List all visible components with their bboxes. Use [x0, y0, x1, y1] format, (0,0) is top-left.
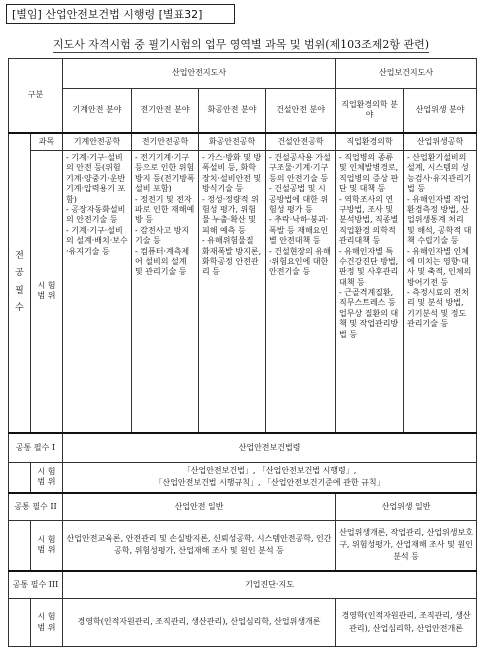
subject-row-label: 과목	[31, 133, 63, 151]
scope-item: - 유해인자별 작업환경측정 방법, 산업위생통계 처리 및 해석, 공학적 대책 수립기술 등	[407, 194, 472, 246]
subject-cell: 건설안전공학	[266, 133, 336, 151]
document-title	[0, 36, 482, 52]
scope-item: - 가스·방화 및 방폭설비 등, 화학장치·설비안전 및 방식기술 등	[202, 153, 262, 194]
subject-cell: 직업환경의학	[336, 133, 404, 151]
common3-subject: 기업진단·지도	[63, 571, 477, 599]
field-header: 화공안전 분야	[199, 89, 266, 133]
common1-scope-line: 「산업안전보건법」, 「산업안전보건법 시행령」,	[182, 465, 357, 475]
field-header: 직업환경의학 분야	[336, 89, 404, 133]
common3-scope-label: 시 험 범 위	[31, 599, 63, 647]
field-header: 건설안전 분야	[266, 89, 336, 133]
common2-health-subject: 산업위생 일반	[336, 493, 477, 521]
scope-item: - 감전사고 방지기술 등	[135, 225, 190, 246]
common3-health-scope: 경영학(인적자원관리, 조직관리, 생산관리), 산업심리학, 산업안전개론	[336, 599, 477, 647]
common1-scope-label: 시 험 범 위	[31, 463, 63, 493]
section-required-label: 전 공 필 수	[9, 133, 31, 433]
scope-cell	[336, 151, 404, 433]
group-safety-header: 산업안전지도사	[63, 59, 336, 89]
common3-safety-scope: 경영학(인적자원관리, 조직관리, 생산관리), 산업심리학, 산업위생개론	[63, 599, 336, 647]
scope-item: - 측정시료의 전처리 및 분석 방법, 기기분석 및 정도관리기술 등	[407, 288, 469, 329]
scope-item: - 건설공법 및 시공방법에 대한 위험성 평가 등	[269, 184, 329, 214]
spacer-cell	[9, 463, 31, 493]
scope-row-label: 시 험 범 위	[31, 151, 63, 433]
scope-item: - 정성·정량적 위험성 평가, 위험물 누출·확산 및 피해 예측 등	[202, 194, 259, 235]
scope-item: - 기계·기구·설비의 안전 등(위험기계·양중기·운반기계·압력용기 포함)	[66, 153, 126, 204]
subject-cell: 화공안전공학	[199, 133, 266, 151]
subject-cell: 전기안전공학	[132, 133, 199, 151]
subject-cell: 산업위생공학	[404, 133, 477, 151]
scope-cell	[404, 151, 477, 433]
scope-item: - 역학조사의 연구방법, 조사 및 분석방법, 직종별 직업환경 의학적 관리대책 등	[339, 194, 399, 246]
document-title-text: 지도사 자격시험 중 필기시험의 업무 영역별 과목 및 범위(제103조제2항 관련)	[52, 38, 430, 51]
scope-item: - 유해위험물질 화재폭발 방지론, 화학공정 안전관리 등	[202, 236, 262, 277]
scope-item: - 컴퓨터·계측제어 설비의 설계 및 관리기술 등	[135, 246, 190, 277]
scope-item: - 직업병의 종류 및 인체발병경로, 직업병의 증상 판단 및 대책 등	[339, 153, 399, 194]
group-health-header: 산업보건지도사	[336, 59, 477, 89]
scope-cell	[266, 151, 336, 433]
appendix-label-text: [별임] 산업안전보건법 시행령 [별표32]	[12, 8, 203, 21]
common2-scope-label: 시 험 범 위	[31, 521, 63, 571]
scope-cell	[132, 151, 199, 433]
scope-item: - 건설공사용 가설구조물·기계·기구 등의 안전기술 등	[269, 153, 331, 183]
scope-item: - 유해인자별 인체에 미치는 영향·대사 및 축적, 인체의 방어기전 등	[407, 246, 472, 287]
common2-label: 공통 필수 II	[9, 493, 63, 521]
scope-item: - 공장자동화설비의 안전기술 등	[66, 204, 126, 225]
common3-label: 공통 필수 III	[9, 571, 63, 599]
common2-safety-scope: 산업안전교육론, 안전관리 및 손실방지론, 신뢰성공학, 시스템안전공학, 인간공학, 위험성평가, 산업재해 조사 및 원인 분석 등	[63, 521, 336, 571]
scope-item: - 전기기계·기구 등으로 인한 위험 방지 등(전기방폭설비 포함)	[135, 153, 195, 194]
spacer-cell	[9, 599, 31, 647]
corner-header: 구분	[9, 59, 63, 133]
common2-health-scope: 산업위생개론, 작업관리, 산업위생보호구, 위험성평가, 산업재해 조사 및 원인 분석 등	[336, 521, 477, 571]
common1-subject: 산업안전보건법령	[63, 433, 477, 463]
scope-item: - 기계·기구·설비의 설계·배치·보수·유지기술 등	[66, 225, 128, 256]
common1-label: 공통 필수 I	[9, 433, 63, 463]
common1-scope-line: 「산업안전보건법 시행규칙」, 「산업안전보건기준에 관한 규칙」	[154, 478, 385, 488]
scope-item: - 추락·낙하·붕괴·폭발 등 재해요인별 안전대책 등	[269, 215, 329, 246]
exam-subject-table	[8, 58, 477, 647]
subject-cell: 기계안전공학	[63, 133, 132, 151]
scope-item: - 정전기 및 전자파로 인한 재해예방 등	[135, 194, 195, 225]
scope-item: - 건설현장의 유해·위험요인에 대한 안전기술 등	[269, 246, 331, 277]
scope-item: - 유해인자별 특수건강진단 방법, 판정 및 사후관리대책 등	[339, 246, 399, 287]
spacer-cell	[9, 521, 31, 571]
scope-cell	[199, 151, 266, 433]
scope-item: - 산업환기설비의 설계, 시스템의 성능검사·유지관리기법 등	[407, 153, 472, 194]
common2-safety-subject: 산업안전 일반	[63, 493, 336, 521]
field-header: 기계안전 분야	[63, 89, 132, 133]
field-header: 산업위생 분야	[404, 89, 477, 133]
field-header: 전기안전 분야	[132, 89, 199, 133]
scope-cell	[63, 151, 132, 433]
scope-item: - 근골격계질환, 직무스트레스 등 업무상 질환의 대책 및 작업관리방법 등	[339, 288, 399, 339]
appendix-label	[6, 4, 235, 24]
common1-scope	[63, 463, 477, 493]
